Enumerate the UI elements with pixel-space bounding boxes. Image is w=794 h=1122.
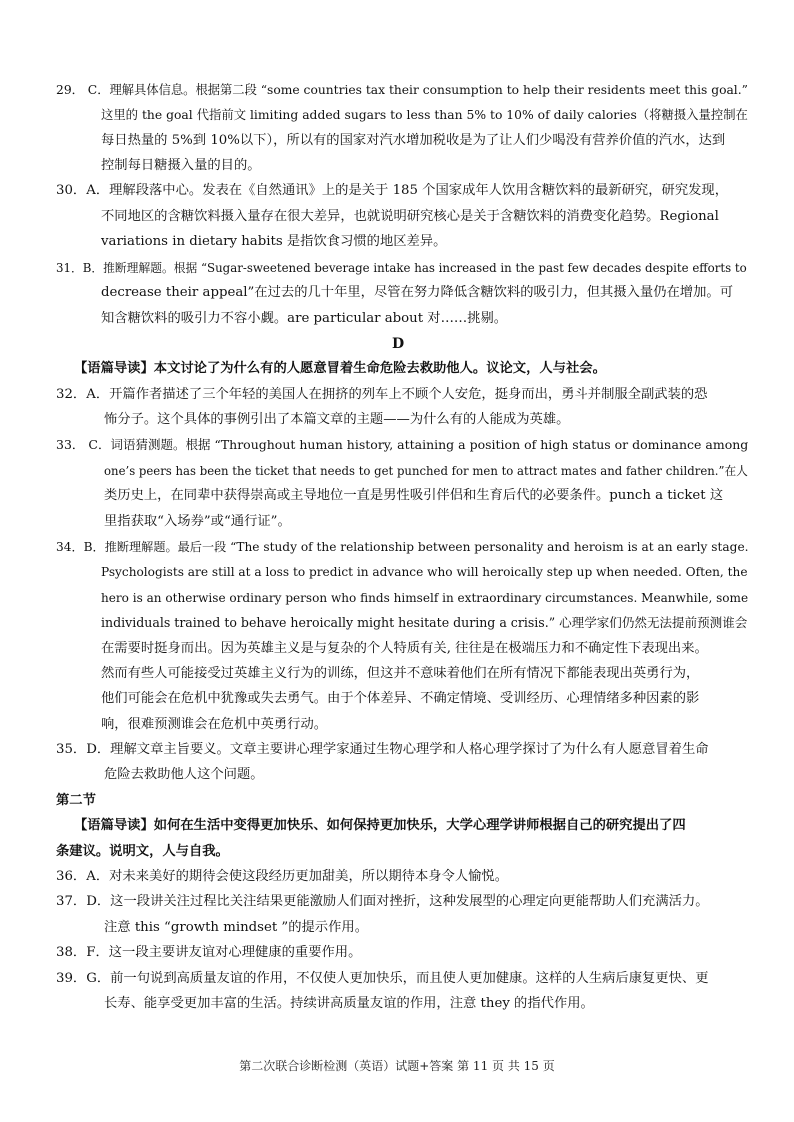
answer-39-line-1: 39．G．前一句说到高质量友谊的作用，不仅使人更加快乐，而且使人更加健康。这样的人生病后康复更快、更: [56, 971, 709, 986]
answer-37-line-1: 37．D．这一段讲关注过程比关注结果更能激励人们面对挫折，这种发展型的心理定向更能帮助人们充满活力。: [56, 894, 709, 909]
answer-29-line-4: 控制每日糖摄入量的目的。: [101, 158, 261, 173]
answer-33-line-2: one’s peers has been the ticket that needs to get punched for men to attract mates and father children.”在人: [104, 464, 748, 478]
answer-32-line-2: 怖分子。这个具体的事例引出了本篇文章的主题——为什么有的人能成为英雄。: [104, 412, 570, 427]
answer-31-line-1: 31．B．推断理解题。根据 “Sugar-sweetened beverage intake has increased in the past few decades despite efforts to: [56, 261, 747, 275]
answer-32-line-1: 32．A．开篇作者描述了三个年轻的美国人在拥挤的列车上不顾个人安危，挺身而出，勇斗并制服全副武装的恐: [56, 387, 708, 402]
section-d-heading: D: [392, 336, 405, 352]
answer-34-line-5: 在需要时挺身而出。因为英雄主义是与复杂的个人特质有关, 往往是在极端压力和不确定性下表现出来。: [101, 641, 708, 656]
answer-34-line-8: 响，很难预测谁会在危机中英勇行动。: [101, 717, 328, 732]
answer-33-line-3: 类历史上，在同辈中获得崇高或主导地位一直是男性吸引伴侣和生育后代的必要条件。punch a ticket 这: [104, 488, 724, 503]
section-2-guide-line-1: 【语篇导读】如何在生活中变得更加快乐、如何保持更加快乐，大学心理学讲师根据自己的研究提出了四: [74, 818, 686, 833]
section-2-heading: 第二节: [56, 793, 96, 808]
section-2-guide-line-2: 条建议。说明文，人与自我。: [56, 844, 229, 859]
answer-33-line-1: 33． C．词语猜测题。根据 “Throughout human history, attaining a position of high status or dominance among: [56, 437, 749, 452]
answer-36-line-1: 36．A．对未来美好的期待会使这段经历更加甜美，所以期待本身令人愉悦。: [56, 869, 509, 884]
answer-35-line-1: 35．D．理解文章主旨要义。文章主要讲心理学家通过生物心理学和人格心理学探讨了为什么有人愿意冒着生命: [56, 742, 709, 757]
answer-30-line-3: variations in dietary habits 是指饮食习惯的地区差异。: [101, 234, 447, 249]
answer-38-line-1: 38．F．这一段主要讲友谊对心理健康的重要作用。: [56, 945, 362, 960]
answer-30-line-2: 不同地区的含糖饮料摄入量存在很大差异，也就说明研究核心是关于含糖饮料的消费变化趋势。Regional: [101, 209, 719, 224]
answer-34-line-2: Psychologists are still at a loss to predict in advance who will heroically step up when needed. Often, the: [101, 565, 748, 579]
answer-39-line-2: 长寿、能享受更加丰富的生活。持续讲高质量友谊的作用，注意 they 的指代作用。: [104, 996, 594, 1011]
answer-34-line-3: hero is an otherwise ordinary person who finds himself in extraordinary circumstances. Meanwhile, some: [101, 591, 749, 605]
answer-30-line-1: 30．A．理解段落中心。发表在《自然通讯》上的是关于 185 个国家成年人饮用含糖饮料的最新研究，研究发现，: [56, 183, 729, 198]
page-footer: 第二次联合诊断检测（英语）试题+答案 第 11 页 共 15 页: [239, 1059, 555, 1073]
answer-29-line-2: 这里的 the goal 代指前文 limiting added sugars to less than 5% to 10% of daily calories（将糖摄入量控制在: [101, 108, 748, 122]
answer-34-line-4: individuals trained to behave heroically might hesitate during a crisis.” 心理学家们仍然无法提前预测谁会: [101, 615, 748, 630]
answer-33-line-4: 里指获取“入场券”或“通行证”。: [104, 514, 291, 529]
answer-29-line-1: 29． C．理解具体信息。根据第二段 “some countries tax their consumption to help their residents meet this goal.”: [56, 83, 748, 97]
answer-35-line-2: 危险去救助他人这个问题。: [104, 767, 264, 782]
answer-31-line-3: 知含糖饮料的吸引力不容小觑。are particular about 对……挑剔。: [101, 311, 508, 326]
answer-29-line-3: 每日热量的 5%到 10%以下），所以有的国家对汽水增加税收是为了让人们少喝没有营养价值的汽水，达到: [101, 133, 726, 148]
passage-d-guide: 【语篇导读】本文讨论了为什么有的人愿意冒着生命危险去救助他人。议论文，人与社会。: [74, 361, 606, 376]
answer-37-line-2: 注意 this “growth mindset ”的提示作用。: [104, 920, 368, 935]
answer-34-line-7: 他们可能会在危机中犹豫或失去勇气。由于个体差异、不确定情境、受训经历、心理情绪多种因素的影: [101, 691, 700, 706]
answer-31-line-2: decrease their appeal”在过去的几十年里，尽管在努力降低含糖饮料的吸引力，但其摄入量仍在增加。可: [101, 285, 733, 300]
answer-34-line-1: 34．B．推断理解题。最后一段 “The study of the relationship between personality and heroism is at an early stage.: [56, 540, 749, 554]
answer-34-line-6: 然而有些人可能接受过英雄主义行为的训练，但这并不意味着他们在所有情况下都能表现出英勇行为，: [101, 666, 700, 681]
